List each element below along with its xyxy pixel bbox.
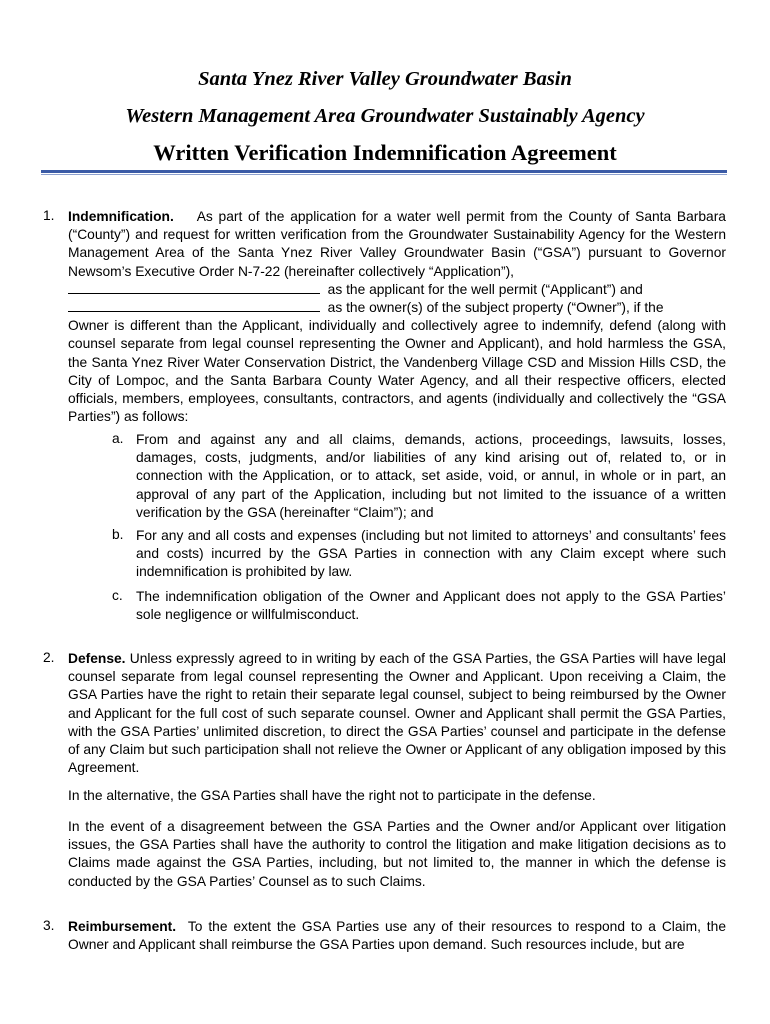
section-text: Unless expressly agreed to in writing by each of the GSA Parties, the GSA Parties will have legal counsel separate from legal counsel representing the Owner and Applicant. Upon receiving a Claim, the GSA Parties have the right to retain their separate legal counsel, subject to being reimbursed by the Owner and Applicant for the full cost of such separate counsel. Owner and Applicant shall permit the GSA Parties, with the GSA Parties’ unlimited discretion, to direct the GSA Parties’ counsel and participate in the defense of any Claim but such participation shall not relieve the Owner or Applicant of any obligation imposed by this Agreement. bbox=[68, 651, 727, 776]
section-body bbox=[68, 918, 726, 954]
title-divider bbox=[41, 170, 727, 173]
basin-name-heading: Santa Ynez River Valley Groundwater Basin bbox=[198, 68, 572, 90]
section-heading: Reimbursement. bbox=[68, 919, 177, 934]
section-number: 3. bbox=[43, 918, 55, 933]
section-paragraph: In the event of a disagreement between the GSA Parties and the Owner and/or Applicant over litigation issues, the GSA Parties shall have the authority to control the litigation and make litigation decisions as to Claims made against the GSA Parties, including, but not limited to, the manner in which the defense is conducted by the GSA Parties’ Counsel as to such Claims. bbox=[68, 819, 726, 889]
owner-name-field[interactable] bbox=[68, 299, 320, 312]
section-number: 1. bbox=[43, 208, 55, 223]
list-item-text: The indemnification obligation of the Owner and Applicant does not apply to the GSA Parties’ sole negligence or willfulmisconduct. bbox=[136, 589, 726, 623]
list-item-text: For any and all costs and expenses (including but not limited to attorneys’ and consultants’ fees and costs) incurred by the GSA Parties in connection with any Claim except where such indemnification is prohibited by law. bbox=[136, 528, 726, 580]
applicant-name-field[interactable] bbox=[68, 281, 320, 294]
agency-name-heading: Western Management Area Groundwater Sustainably Agency bbox=[125, 105, 645, 127]
list-item-label: c. bbox=[112, 588, 123, 603]
section-heading: Defense. bbox=[68, 651, 126, 666]
title-divider-thin bbox=[41, 174, 727, 175]
section-text-cont: Owner is different than the Applicant, individually and collectively agree to indemnify, defend (along with counsel separate from legal counsel representing the Owner and Applicant), and hold harmless the GSA, the Santa Ynez River Water Conservation District, the Vandenberg Village CSD and Mission Hills CSD, the City of Lompoc, and the Santa Barbara County Water Agency, and all their respective officers, elected officials, members, employees, consultants, contractors, and agents (individually and collectively the “GSA Parties”) as follows: bbox=[68, 318, 726, 425]
list-item-text: From and against any and all claims, demands, actions, proceedings, lawsuits, losses, damages, costs, judgments, and/or liabilities of any kind arising out of, related to, or in connection with the Application, or to attack, set aside, void, or annul, in whole or in part, an approval of any part of the Application, including but not limited to the issuance of a written verification by the GSA (hereinafter “Claim”); and bbox=[136, 432, 726, 520]
owner-line: as the owner(s) of the subject property (“Owner”), if the bbox=[68, 299, 726, 317]
section-text: As part of the application for a water well permit from the County of Santa Barbara (“County”) and request for written verification from the Groundwater Sustainability Agency for the Western Management Area of the Santa Ynez River Valley Groundwater Basin (“GSA”) pursuant to Governor Newsom’s Executive Order N-7-22 (hereinafter collectively “Application”), bbox=[68, 209, 726, 279]
section-body bbox=[68, 208, 726, 426]
section-body bbox=[68, 650, 726, 777]
document-title: Written Verification Indemnification Agreement bbox=[153, 140, 617, 165]
section-heading: Indemnification. bbox=[68, 209, 174, 224]
section-number: 2. bbox=[43, 650, 55, 665]
list-item-label: a. bbox=[112, 431, 124, 446]
section-text: To the extent the GSA Parties use any of their resources to respond to a Claim, the Owner and Applicant shall reimburse the GSA Parties upon demand. Such resources include, but are bbox=[68, 919, 726, 953]
section-paragraph: In the alternative, the GSA Parties shall have the right not to participate in the defense. bbox=[68, 788, 596, 803]
applicant-line: as the applicant for the well permit (“Applicant”) and bbox=[68, 281, 726, 299]
list-item-label: b. bbox=[112, 527, 124, 542]
